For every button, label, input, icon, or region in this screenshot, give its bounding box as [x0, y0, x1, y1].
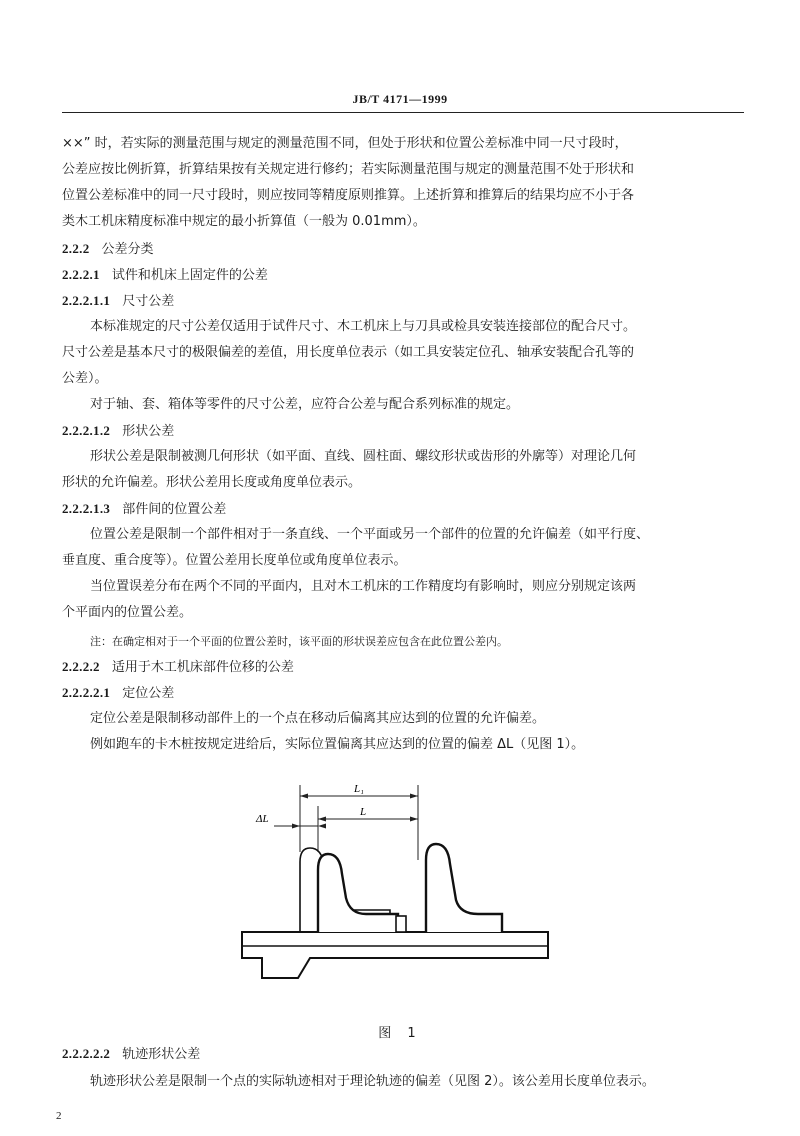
figure-caption: 图 1 [378, 1026, 422, 1041]
arrowhead [300, 794, 308, 799]
section-title: 尺寸公差 [122, 294, 175, 309]
section-number: 2.2.2.2 [62, 659, 100, 674]
label-delta-l: ΔL [256, 813, 269, 825]
paragraph-line: 个平面内的位置公差。 [62, 605, 193, 620]
post [396, 916, 406, 932]
paragraph-line: 垂直度、重合度等）。位置公差用长度单位或角度单位表示。 [62, 553, 407, 568]
section-number: 2.2.2.1 [62, 267, 100, 282]
arrowhead [410, 817, 418, 822]
section-number: 2.2.2.2.1 [62, 685, 111, 700]
paragraph-line: 对于轴、套、箱体等零件的尺寸公差，应符合公差与配合系列标准的规定。 [90, 397, 520, 412]
paragraph-line: 公差应按比例折算，折算结果按有关规定进行修约；若实际测量范围与规定的测量范围不处于形状和 [62, 162, 635, 177]
header-rule [62, 112, 744, 113]
note: 注：在确定相对于一个平面的位置公差时，该平面的形状误差应包含在此位置公差内。 [90, 635, 508, 648]
section-number: 2.2.2.1.3 [62, 501, 111, 516]
section-title: 轨迹形状公差 [122, 1047, 201, 1062]
fixed-stop [426, 844, 502, 932]
standard-code: JB/T 4171—1999 [352, 92, 448, 106]
paragraph-line: 例如跑车的卡木桩按规定进给后，实际位置偏离其应达到的位置的偏差 ΔL（见图 1）。 [90, 737, 585, 752]
arrowhead [318, 817, 326, 822]
section-heading [62, 659, 744, 676]
paragraph-line: 本标准规定的尺寸公差仅适用于试件尺寸、木工机床上与刀具或检具安装连接部位的配合尺寸。 [90, 319, 637, 334]
section-heading [62, 423, 744, 440]
paragraph-line: 形状的允许偏差。形状公差用长度或角度单位表示。 [62, 475, 362, 490]
page-number: 2 [56, 1110, 62, 1122]
section-title: 形状公差 [122, 424, 175, 439]
section-heading [62, 267, 744, 284]
paragraph-line: 定位公差是限制移动部件上的一个点在移动后偏离其应达到的位置的允许偏差。 [90, 711, 546, 726]
section-title: 定位公差 [122, 686, 175, 701]
arrowhead [318, 824, 326, 829]
paragraph-line: 轨迹形状公差是限制一个点的实际轨迹相对于理论轨迹的偏差（见图 2）。该公差用长度单位表示。 [90, 1074, 655, 1089]
arrowhead [292, 824, 300, 829]
section-number: 2.2.2.1.1 [62, 293, 111, 308]
figure-positioning-tolerance [230, 770, 570, 1010]
section-title: 适用于木工机床部件位移的公差 [111, 660, 294, 675]
section-number: 2.2.2.1.2 [62, 423, 111, 438]
section-heading [62, 1046, 744, 1063]
section-heading [62, 293, 744, 310]
section-heading [62, 241, 744, 258]
label-l: L [360, 806, 367, 818]
section-title: 试件和机床上固定件的公差 [111, 268, 268, 283]
paragraph-line: 类木工机床精度标准中规定的最小折算值（一般为 0.01mm）。 [62, 214, 426, 229]
carriage-base [242, 932, 548, 978]
section-number: 2.2.2 [62, 241, 90, 256]
paragraph-line: 位置公差是限制一个部件相对于一条直线、一个平面或另一个部件的位置的允许偏差（如平行度、 [90, 527, 650, 542]
section-heading [62, 501, 744, 518]
section-title: 部件间的位置公差 [122, 502, 227, 517]
paragraph-line: 位置公差标准中的同一尺寸段时，则应按同等精度原则推算。上述折算和推算后的结果均应不小于各 [62, 188, 635, 203]
section-heading [62, 685, 744, 702]
section-title: 公差分类 [101, 242, 154, 257]
label-l1: L₁ [354, 783, 364, 795]
paragraph-line: 公差）。 [62, 371, 108, 386]
log-dog-actual [318, 854, 398, 932]
paragraph-line: 形状公差是限制被测几何形状（如平面、直线、圆柱面、螺纹形状或齿形的外廓等）对理论几何 [90, 449, 637, 464]
arrowhead [410, 794, 418, 799]
paragraph-line: 尺寸公差是基本尺寸的极限偏差的差值，用长度单位表示（如工具安装定位孔、轴承安装配合孔等的 [62, 345, 635, 360]
paragraph-line: ××” 时，若实际的测量范围与规定的测量范围不同，但处于形状和位置公差标准中同一尺寸段时， [62, 136, 628, 151]
paragraph-line: 当位置误差分布在两个不同的平面内，且对木工机床的工作精度均有影响时，则应分别规定该两 [90, 579, 637, 594]
section-number: 2.2.2.2.2 [62, 1046, 111, 1061]
